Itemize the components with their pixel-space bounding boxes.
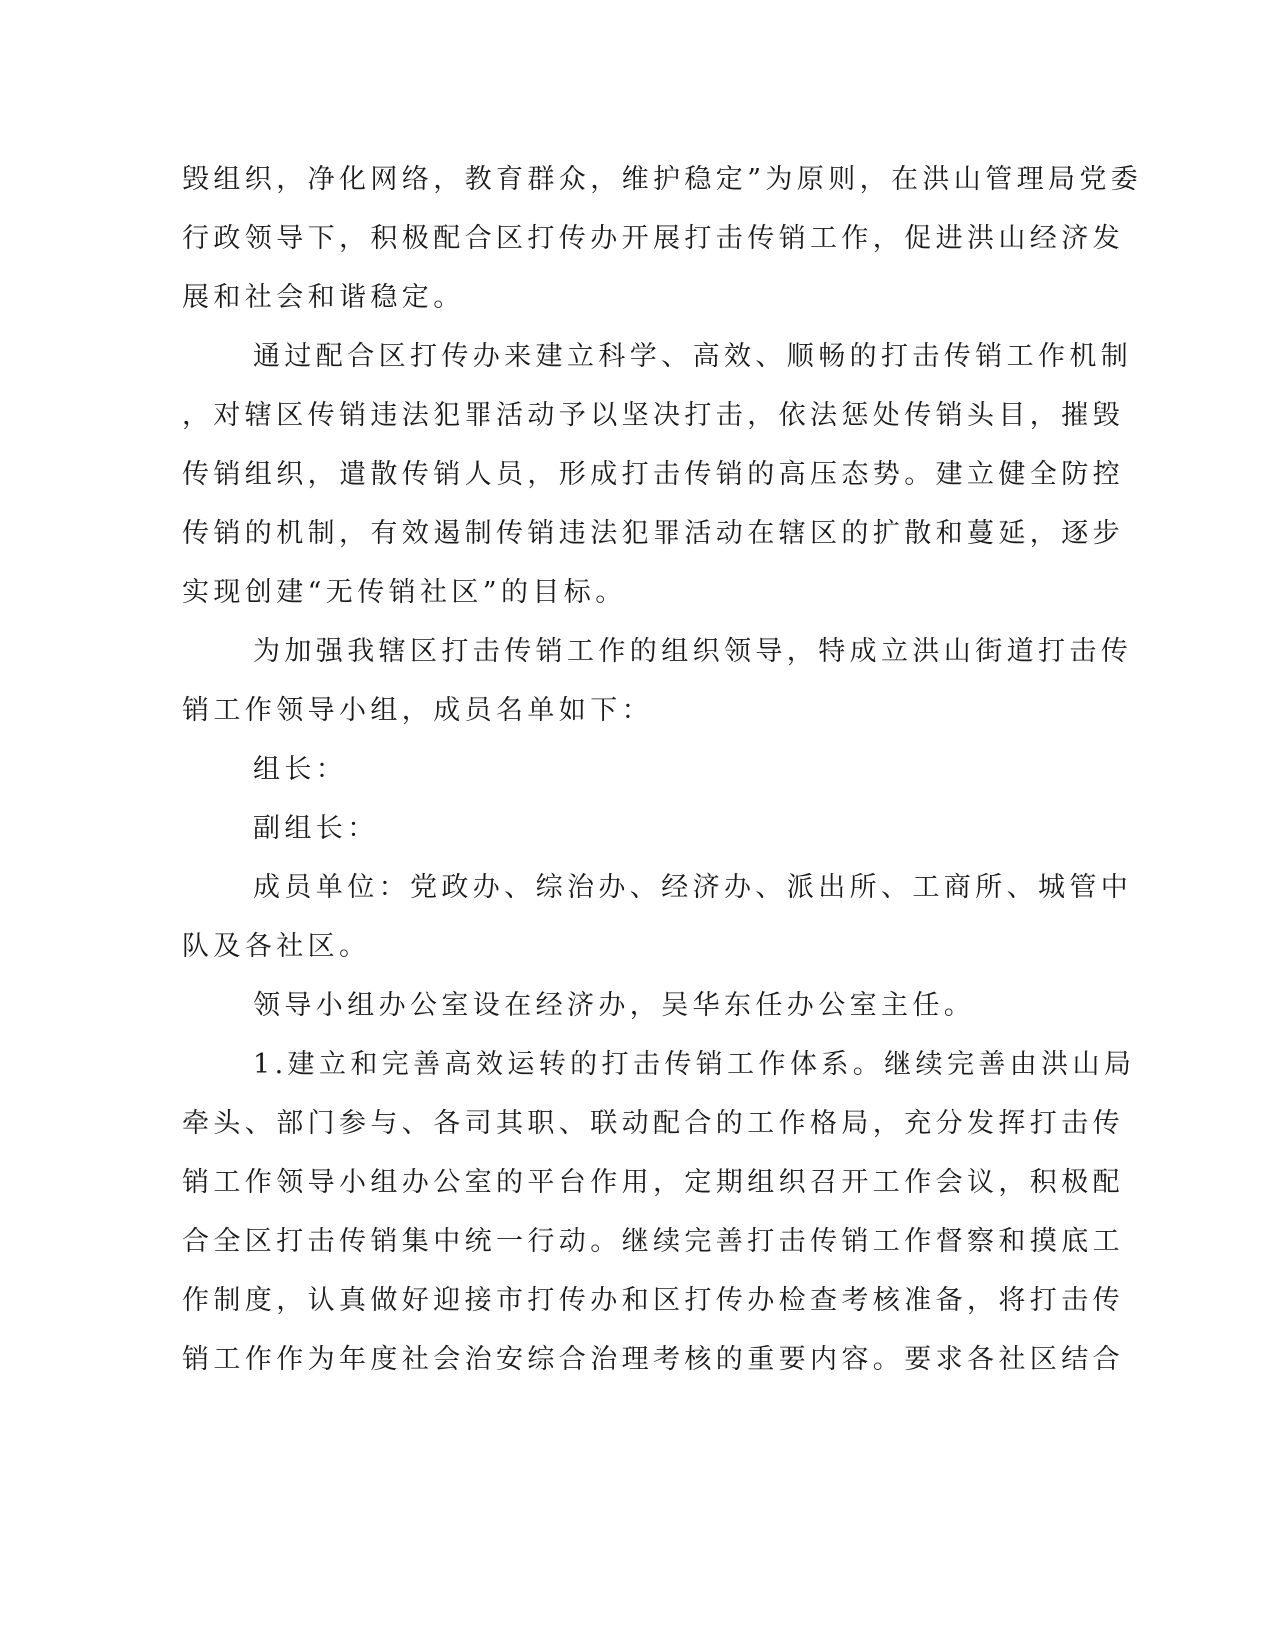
text-line: 销工作作为年度社会治安综合治理考核的重要内容。要求各社区结合 [182, 1344, 1124, 1375]
text-line: 队及各社区。 [182, 931, 371, 962]
text-line: 领导小组办公室设在经济办，吴华东任办公室主任。 [253, 990, 976, 1021]
text-line: 展和社会和谐稳定。 [182, 282, 465, 313]
text-line: 为加强我辖区打击传销工作的组织领导，特成立洪山街道打击传 [253, 636, 1133, 667]
text-line: 副组长： [253, 813, 379, 844]
text-line: 行政领导下，积极配合区打传办开展打击传销工作，促进洪山经济发 [182, 223, 1124, 254]
text-line: 组长： [253, 754, 348, 785]
text-line: 牵头、部门参与、各司其职、联动配合的工作格局，充分发挥打击传 [182, 1108, 1124, 1139]
text-line: 作制度，认真做好迎接市打传办和区打传办检查考核准备，将打击传 [182, 1285, 1124, 1316]
text-line: 实现创建“无传销社区”的目标。 [182, 577, 627, 608]
text-line: 通过配合区打传办来建立科学、高效、顺畅的打击传销工作机制 [253, 341, 1133, 372]
text-line: ，对辖区传销违法犯罪活动予以坚决打击，依法惩处传销头目，摧毁 [182, 400, 1124, 431]
text-line: 传销的机制，有效遏制传销违法犯罪活动在辖区的扩散和蔓延，逐步 [182, 518, 1124, 549]
text-line: 销工作领导小组，成员名单如下： [182, 695, 653, 726]
text-line: 销工作领导小组办公室的平台作用，定期组织召开工作会议，积极配 [182, 1167, 1124, 1198]
text-line: 成员单位：党政办、综治办、经济办、派出所、工商所、城管中 [253, 872, 1133, 903]
text-line: 毁组织，净化网络，教育群众，维护稳定”为原则，在洪山管理局党委 [182, 164, 1143, 195]
text-line: 传销组织，遣散传销人员，形成打击传销的高压态势。建立健全防控 [182, 459, 1124, 490]
text-line: 合全区打击传销集中统一行动。继续完善打击传销工作督察和摸底工 [182, 1226, 1124, 1257]
text-line: 1.建立和完善高效运转的打击传销工作体系。继续完善由洪山局 [253, 1049, 1136, 1080]
